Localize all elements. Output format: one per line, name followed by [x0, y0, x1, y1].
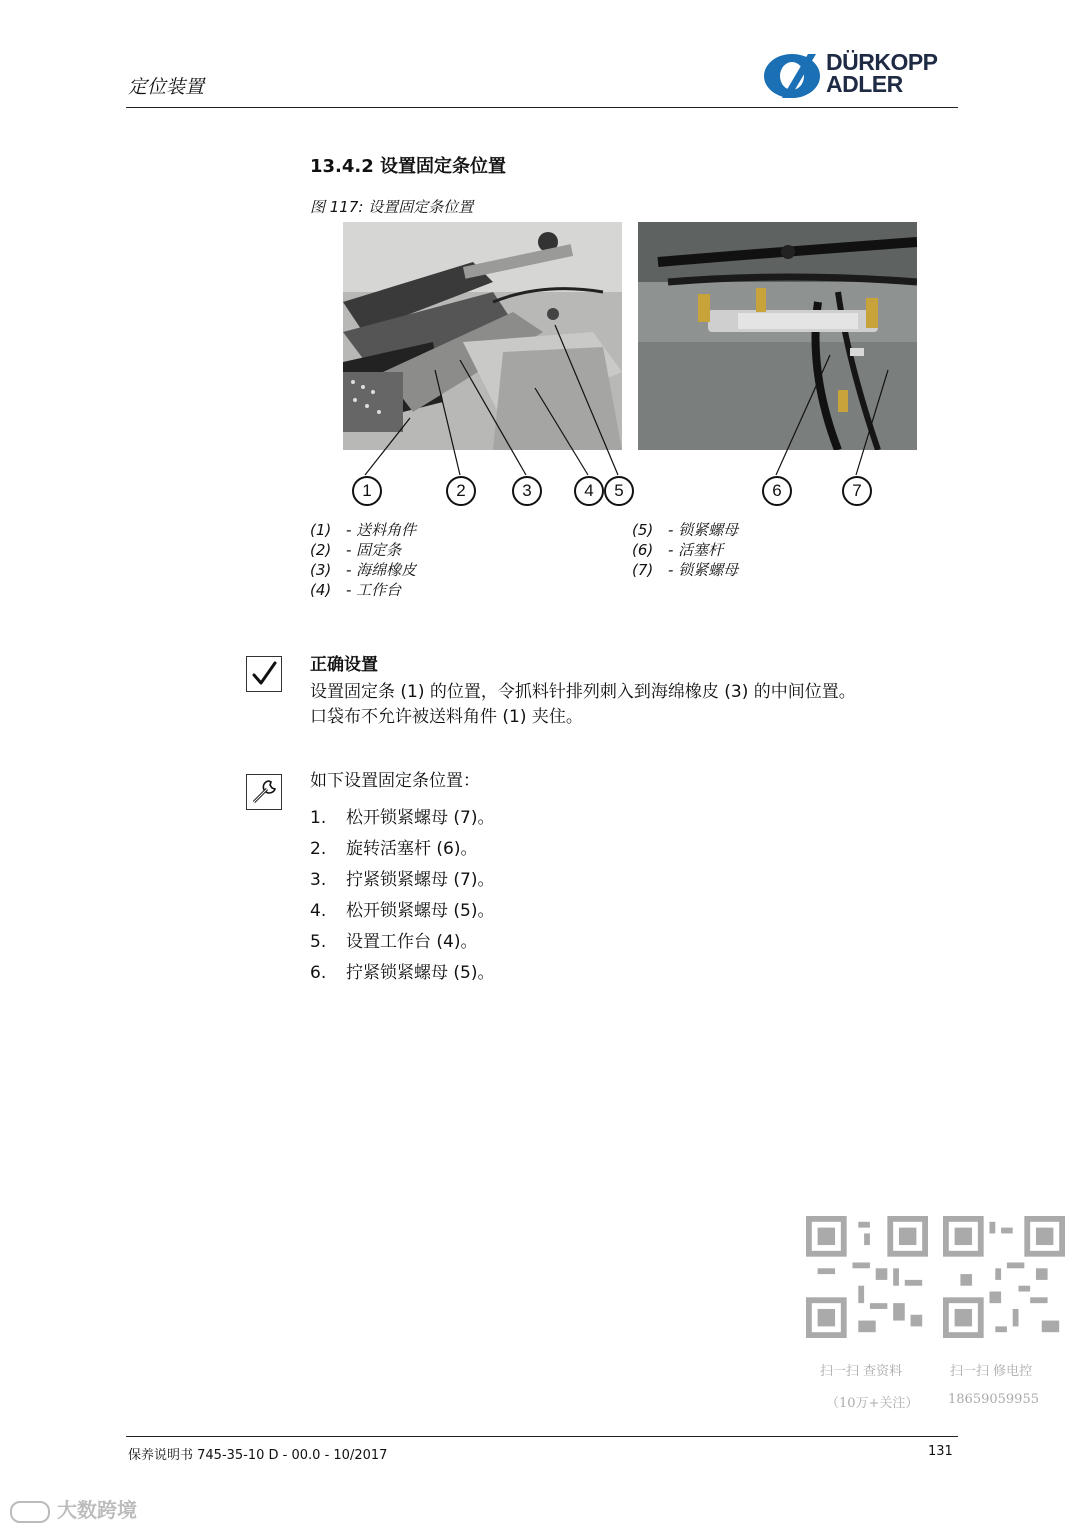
figure-caption: 图 117: 设置固定条位置: [310, 198, 474, 216]
note-body: [310, 680, 950, 730]
wrench-icon: [246, 774, 282, 810]
header-divider: [126, 107, 958, 108]
legend-right: [632, 520, 738, 580]
qr-caption: （10万+关注）: [826, 1396, 919, 1411]
qr-code-icon: [806, 1216, 928, 1338]
step-item: 5. 设置工作台 (4)。: [310, 932, 478, 952]
step-item: 2. 旋转活塞杆 (6)。: [310, 839, 478, 859]
procedure-steps: [310, 803, 494, 989]
qr-caption: 18659059955: [948, 1392, 1039, 1407]
footer-doc-id: 保养说明书 745-35-10 D - 00.0 - 10/2017: [128, 1448, 388, 1463]
step-item: 4. 松开锁紧螺母 (5)。: [310, 901, 495, 921]
legend-left: [310, 520, 416, 600]
qr-caption: 扫一扫 查资料: [820, 1364, 903, 1379]
legend-item: (3) - 海绵橡皮: [310, 561, 417, 579]
callout-3: 3: [512, 476, 542, 506]
footer-divider: [126, 1436, 958, 1437]
procedure-intro: 如下设置固定条位置：: [310, 771, 480, 791]
legend-item: (2) - 固定条: [310, 541, 402, 559]
note-line-1: 设置固定条 (1) 的位置，令抓料针排列刺入到海绵橡皮 (3) 的中间位置。: [310, 682, 856, 702]
step-item: 1. 松开锁紧螺母 (7)。: [310, 808, 495, 828]
note-line-2: 口袋布不允许被送料角件 (1) 夹住。: [310, 707, 583, 727]
step-item: 6. 拧紧锁紧螺母 (5)。: [310, 963, 495, 983]
legend-item: (1) - 送料角件: [310, 521, 417, 539]
header-title: 定位装置: [128, 76, 205, 98]
step-item: 3. 拧紧锁紧螺母 (7)。: [310, 870, 495, 890]
watermark: 大数跨境: [10, 1494, 137, 1523]
legend-item: (4) - 工作台: [310, 581, 402, 599]
section-heading: 13.4.2 设置固定条位置: [310, 156, 507, 177]
legend-item: (5) - 锁紧螺母: [632, 521, 739, 539]
watermark-logo-icon: [10, 1501, 50, 1523]
legend-item: (6) - 活塞杆: [632, 541, 724, 559]
qr-code-icon: [943, 1216, 1065, 1338]
callout-7: 7: [842, 476, 872, 506]
logo-line2: ADLER: [826, 71, 903, 97]
callout-6: 6: [762, 476, 792, 506]
callout-5: 5: [604, 476, 634, 506]
qr-caption: 扫一扫 修电控: [950, 1364, 1033, 1379]
note-title: 正确设置: [310, 655, 378, 675]
callout-leaders: [340, 300, 940, 500]
callout-2: 2: [446, 476, 476, 506]
callout-1: 1: [352, 476, 382, 506]
logo-wordmark: [826, 51, 938, 95]
legend-item: (7) - 锁紧螺母: [632, 561, 739, 579]
page-number: 131: [928, 1444, 953, 1459]
checkmark-icon: [246, 656, 282, 692]
logo-line1: DÜRKOPP: [826, 49, 938, 75]
callout-4: 4: [574, 476, 604, 506]
